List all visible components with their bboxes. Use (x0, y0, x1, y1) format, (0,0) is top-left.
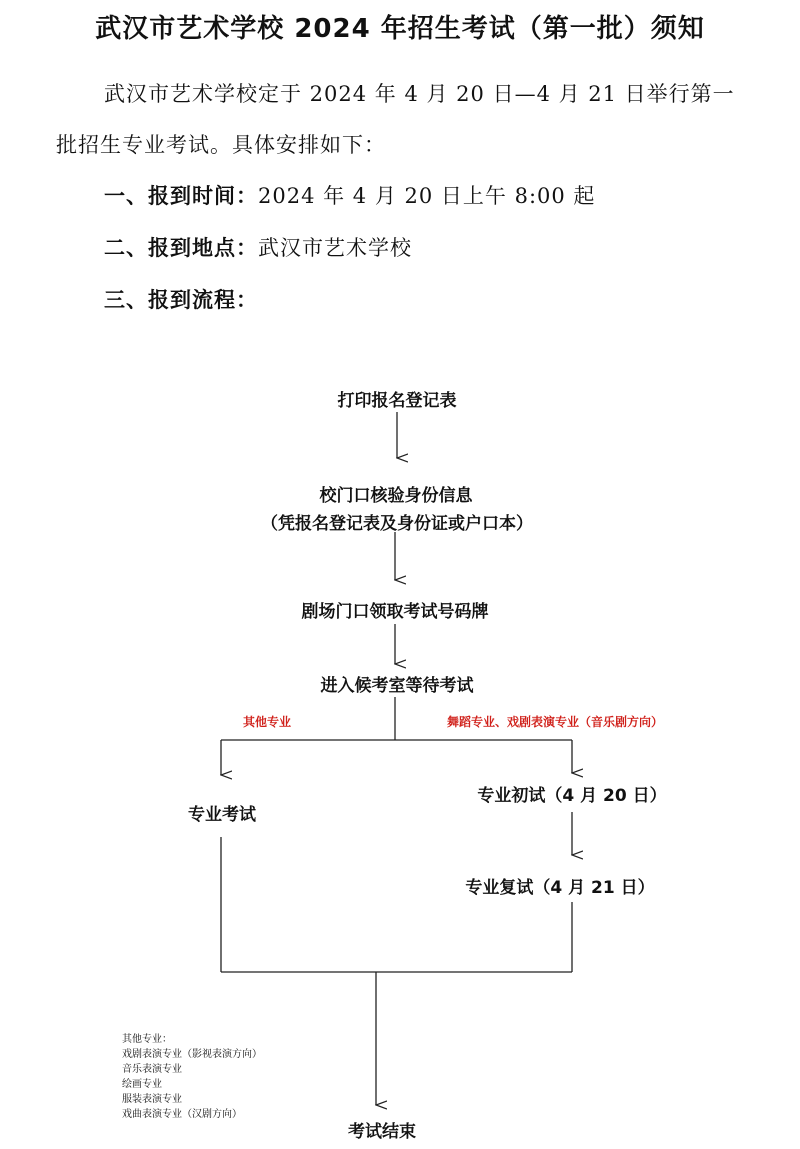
flow-step-waiting-room: 进入候考室等待考试 (320, 676, 474, 696)
item-value: 武汉市艺术学校 (258, 236, 412, 260)
flow-step-exam-end: 考试结束 (348, 1122, 416, 1142)
item-label: 一、报到时间： (104, 184, 258, 208)
note-line: 音乐表演专业 (122, 1064, 182, 1075)
flow-step-get-number-tag: 剧场门口领取考试号码牌 (301, 602, 489, 622)
flow-step-second-round: 专业复试（4 月 21 日） (465, 878, 655, 898)
branch-label-other-majors: 其他专业 (243, 715, 292, 729)
notice-title: 武汉市艺术学校 2024 年招生考试（第一批）须知 (95, 14, 705, 44)
flow-step-verify-identity-note: （凭报名登记表及身份证或户口本） (261, 514, 533, 534)
flow-step-first-round: 专业初试（4 月 20 日） (477, 786, 667, 806)
note-line: 绘画专业 (122, 1079, 162, 1090)
flow-step-verify-identity: 校门口核验身份信息 (319, 486, 473, 506)
item-label: 三、报到流程： (104, 288, 258, 312)
other-majors-note (122, 1032, 262, 1122)
item-value: 2024 年 4 月 20 日上午 8:00 起 (258, 184, 596, 208)
intro-paragraph-line-1: 武汉市艺术学校定于 2024 年 4 月 20 日—4 月 21 日举行第一 (104, 82, 735, 106)
note-heading: 其他专业： (122, 1034, 172, 1045)
intro-paragraph-line-2: 批招生专业考试。具体安排如下： (56, 133, 386, 157)
note-line: 服装表演专业 (122, 1094, 182, 1105)
flow-step-major-exam: 专业考试 (188, 805, 256, 825)
note-line: 戏剧表演专业（影视表演方向） (122, 1049, 262, 1060)
item-label: 二、报到地点： (104, 236, 258, 260)
branch-label-dance-drama: 舞蹈专业、戏剧表演专业（音乐剧方向） (447, 715, 664, 729)
flow-step-print-form: 打印报名登记表 (337, 391, 457, 411)
note-line: 戏曲表演专业（汉剧方向） (122, 1109, 242, 1120)
